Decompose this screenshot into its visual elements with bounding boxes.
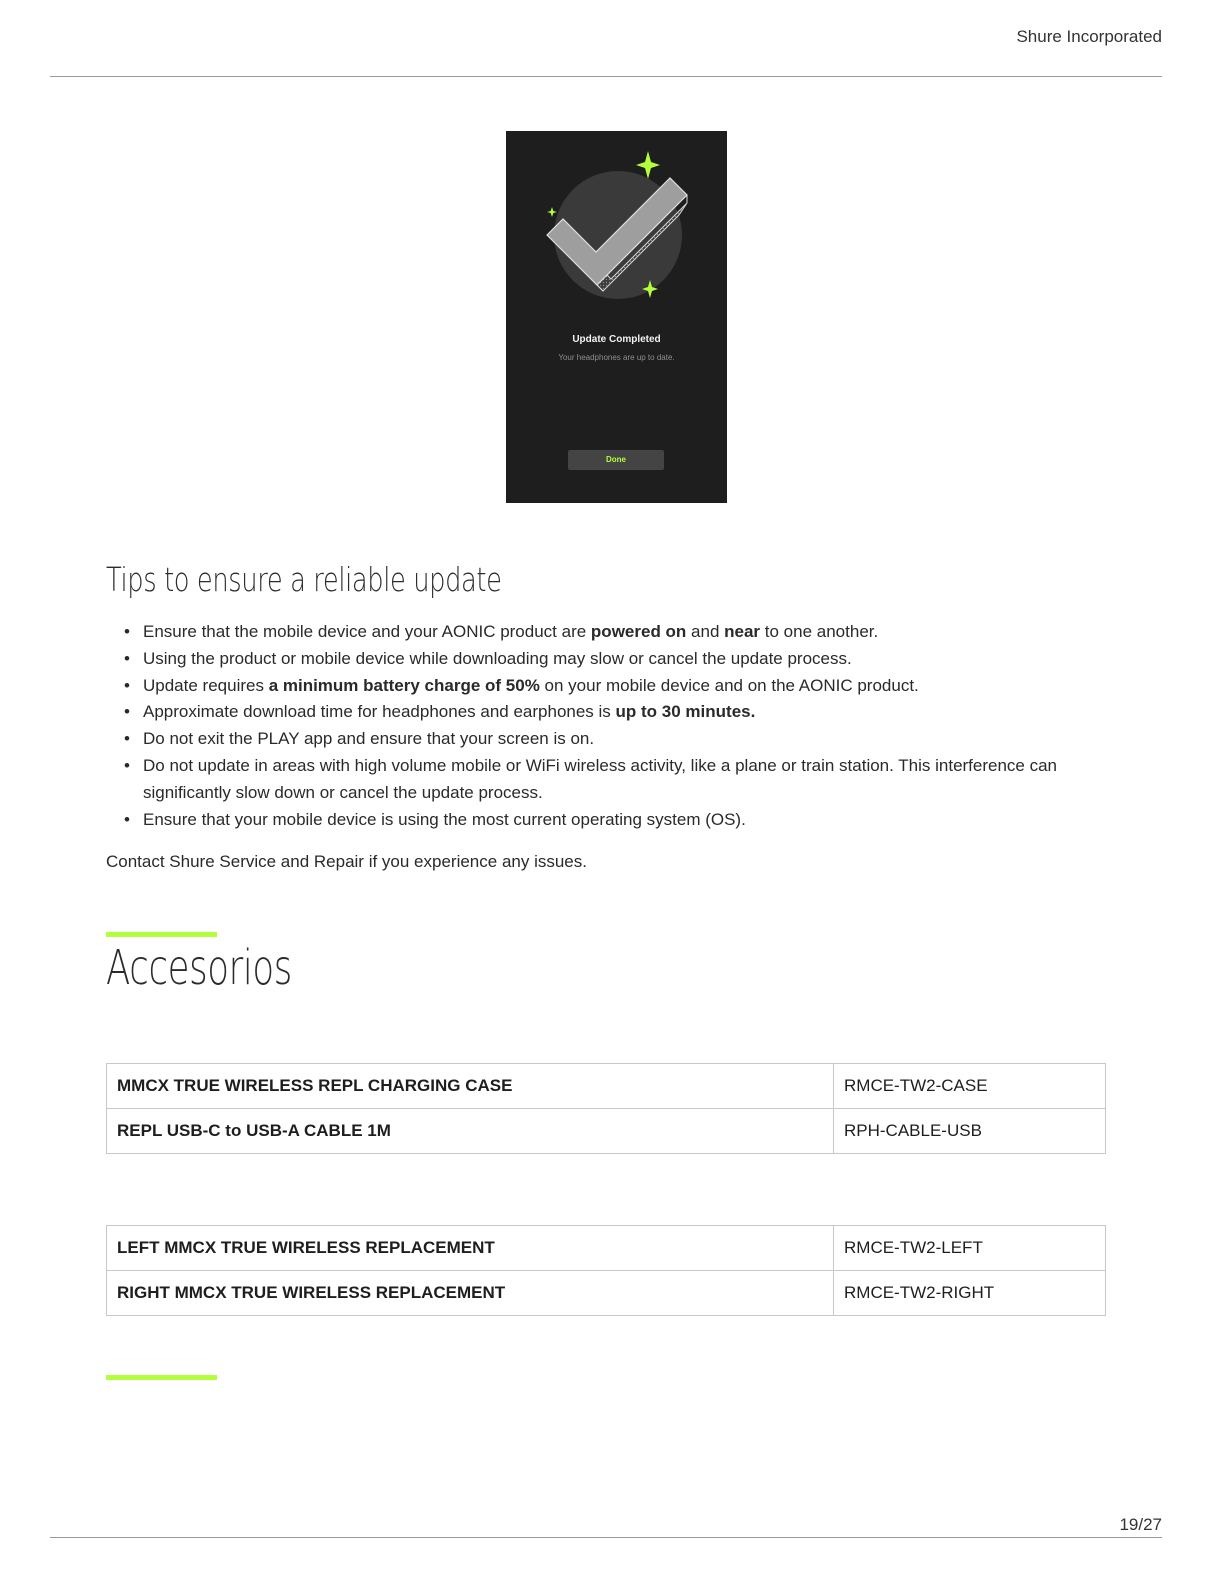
tip-text: Using the product or mobile device while downloading may slow or cancel the update process. [143, 648, 852, 668]
tip-item [106, 646, 1116, 673]
tip-item [106, 726, 1116, 753]
tip-text: Ensure that your mobile device is using the most current operating system (OS). [143, 809, 746, 829]
accessory-name: MMCX TRUE WIRELESS REPL CHARGING CASE [107, 1064, 834, 1109]
accessory-part-number: RMCE-TW2-RIGHT [834, 1271, 1106, 1316]
footer-divider [50, 1537, 1162, 1538]
table-row [107, 1226, 1106, 1271]
tip-text: Update requires [143, 675, 269, 695]
accessories-heading: Accesorios [106, 940, 292, 996]
accessories-table [106, 1063, 1106, 1154]
tips-heading: Tips to ensure a reliable update [106, 560, 502, 599]
tip-text: and [686, 622, 725, 641]
tip-item [106, 673, 1116, 700]
tip-emphasis: a minimum battery charge of 50% [268, 675, 540, 695]
tip-item [106, 619, 1116, 646]
tip-emphasis: up to 30 minutes. [615, 702, 756, 722]
section-accent-bar [106, 932, 217, 937]
header-company-name: Shure Incorporated [1016, 27, 1162, 46]
accessory-part-number: RPH-CABLE-USB [834, 1109, 1106, 1154]
table-row [107, 1271, 1106, 1316]
accessory-part-number: RMCE-TW2-CASE [834, 1064, 1106, 1109]
tip-text: Do not exit the PLAY app and ensure that your screen is on. [143, 729, 595, 749]
tip-item [106, 699, 1116, 726]
done-button[interactable]: Done [568, 450, 664, 470]
replacements-table [106, 1225, 1106, 1316]
tips-list [106, 619, 1116, 833]
tip-text: Do not update in areas with high volume mobile or WiFi wireless activity, like a plane or train station. This interference can significantly slow down or cancel the update process. [143, 755, 1058, 802]
table-row [107, 1064, 1106, 1109]
tip-emphasis: near [724, 622, 761, 641]
tip-emphasis: powered on [590, 622, 687, 641]
page-number: 19/27 [1119, 1515, 1162, 1534]
tip-text: on your mobile device and on the AONIC product. [539, 675, 919, 695]
table-row [107, 1109, 1106, 1154]
section-accent-bar [106, 1375, 217, 1380]
update-complete-illustration [506, 131, 727, 503]
accessory-part-number: RMCE-TW2-LEFT [834, 1226, 1106, 1271]
tip-text: Ensure that the mobile device and your AONIC product are [143, 622, 591, 641]
accessory-name: RIGHT MMCX TRUE WIRELESS REPLACEMENT [107, 1271, 834, 1316]
contact-line: Contact Shure Service and Repair if you experience any issues. [106, 852, 587, 871]
phone-screen-subtitle: Your headphones are up to date. [558, 353, 675, 362]
accessory-name: LEFT MMCX TRUE WIRELESS REPLACEMENT [107, 1226, 834, 1271]
tip-item [106, 753, 1116, 807]
tip-text: Approximate download time for headphones and earphones is [143, 702, 616, 722]
header-divider [50, 76, 1162, 77]
accessory-name: REPL USB-C to USB-A CABLE 1M [107, 1109, 834, 1154]
tip-item [106, 807, 1116, 834]
phone-screen-title: Update Completed [572, 334, 661, 345]
phone-screenshot [506, 131, 727, 503]
tip-text: to one another. [760, 622, 879, 641]
